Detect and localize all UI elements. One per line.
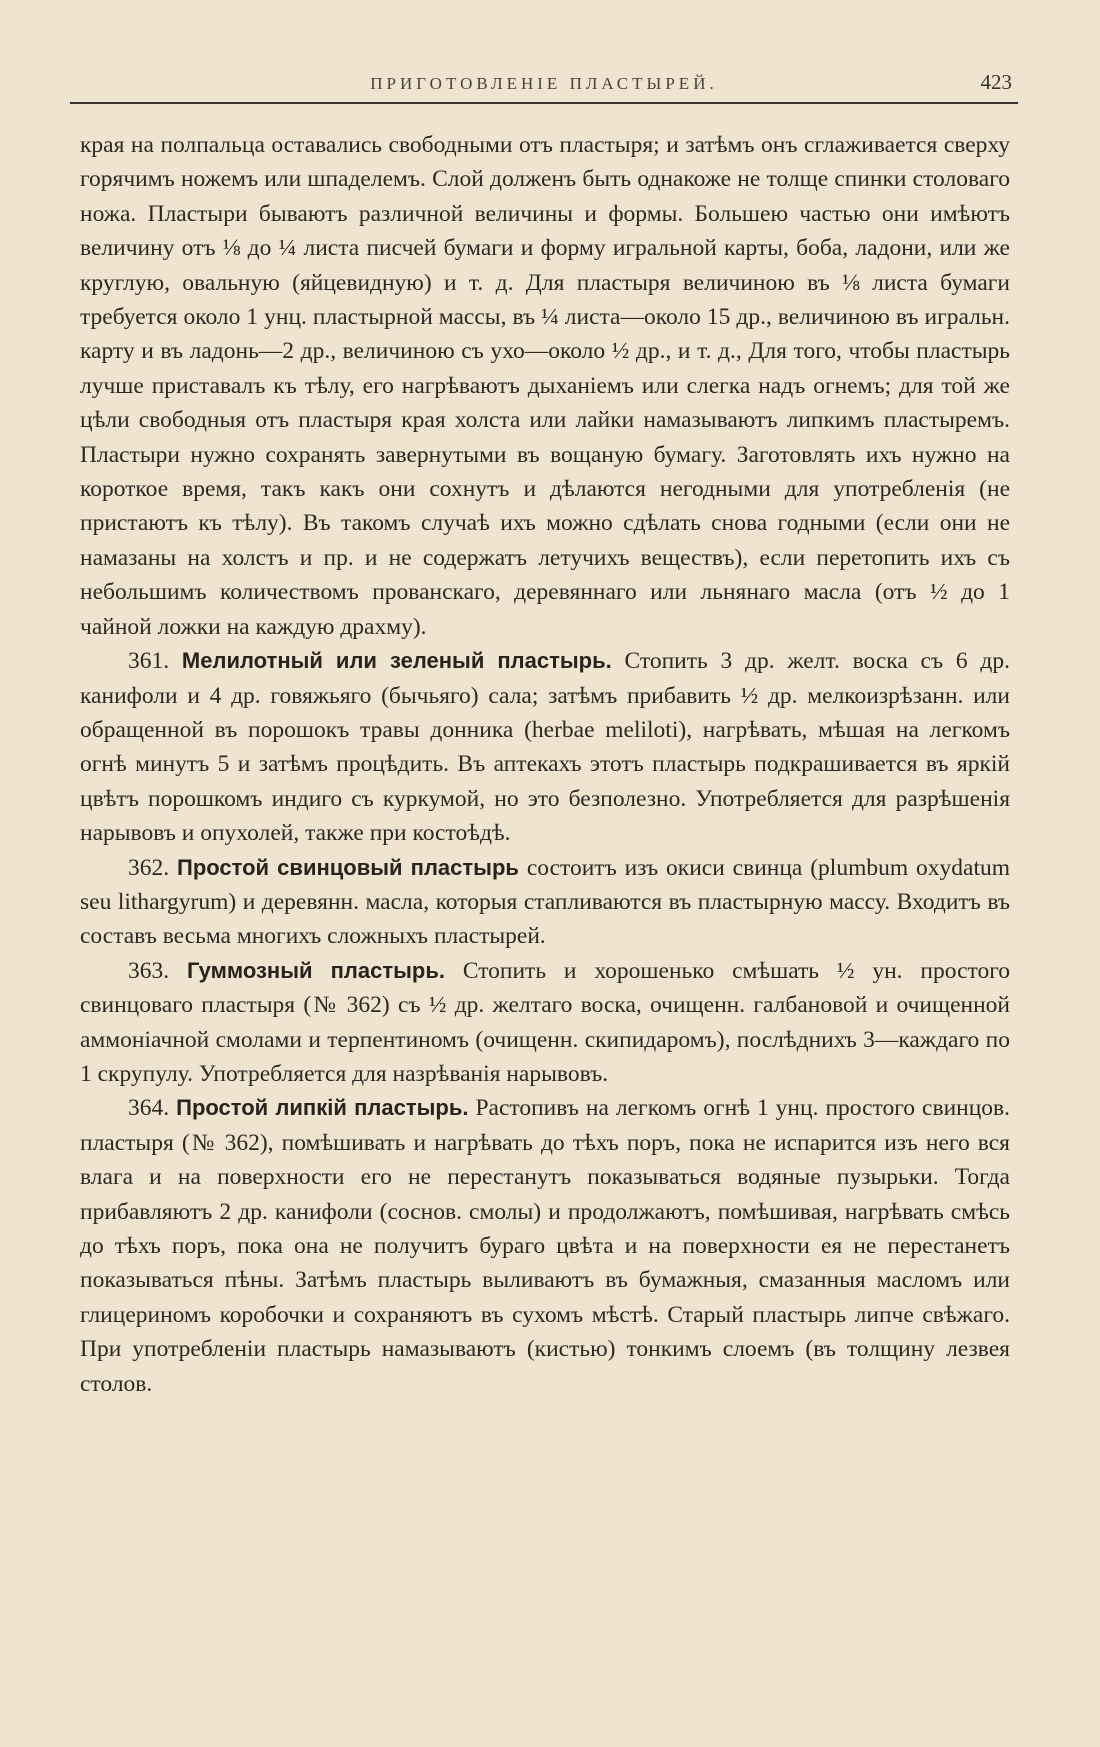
entry-363 bbox=[80, 954, 1010, 1092]
entry-number: 361. bbox=[128, 648, 170, 675]
entry-number: 363. bbox=[128, 957, 170, 984]
entry-362 bbox=[80, 851, 1010, 954]
entry-title: Простой свинцовый пластырь bbox=[177, 854, 519, 880]
entry-text: Стопить и хорошенько смѣшать ½ ун. простого свинцоваго пластыря (№ 362) съ ½ др. желтаго воска, очищенн. галбановой и очищенной аммоніачной смолами и терпентиномъ (очищенн. скипидаромъ), послѣднихъ 3—каждаго по 1 скрупулу. Употребляется для назрѣванія нарывовъ. bbox=[80, 957, 1011, 1087]
body-text bbox=[80, 128, 1010, 1401]
entry-title: Мелилотный или зеленый пластырь. bbox=[181, 648, 612, 674]
running-title: ПРИГОТОВЛЕНІЕ ПЛАСТЫРЕЙ. bbox=[370, 74, 718, 93]
entry-number: 362. bbox=[128, 854, 170, 881]
entry-title: Гуммозный пластырь. bbox=[186, 957, 445, 983]
entry-text: состоитъ изъ окиси свинца (plumbum oxydatum seu lithargyrum) и деревянн. масла, которыя стапливаются въ пластырную массу. Входитъ въ составъ весьма многихъ сложныхъ пластырей. bbox=[80, 854, 1011, 950]
entry-number: 364. bbox=[128, 1095, 170, 1122]
page-header bbox=[70, 66, 1018, 104]
continuation-paragraph: края на полпальца оставались свободными отъ пластыря; и затѣмъ онъ сглаживается сверху горячимъ ножемъ или шпаделемъ. Слой долженъ быть однакоже не толще спинки столоваго ножа. Пластыри бываютъ различной величины и формы. Большею частью они имѣютъ величину отъ ⅛ до ¼ листа писчей бумаги и форму игральной карты, боба, ладони, или же круглую, овальную (яйцевидную) и т. д. Для пластыря величиною въ ⅛ листа бумаги требуется около 1 унц. пластырной массы, въ ¼ листа—около 15 др., величиною въ игральн. карту и въ ладонь—2 др., величиною съ ухо—около ½ др., и т. д., Для того, чтобы пластырь лучше приставалъ къ тѣлу, его нагрѣваютъ дыханіемъ или слегка надъ огнемъ; для той же цѣли свободныя отъ пластыря края холста или лайки намазываютъ липкимъ пластыремъ. Пластыри нужно сохранять завернутыми въ вощаную бумагу. Заготовлять ихъ нужно на короткое время, такъ какъ они сохнутъ и дѣлаются негодными для употребленія (не пристаютъ къ тѣлу). Въ такомъ случаѣ ихъ можно сдѣлать снова годными (если они не намазаны на холстъ и пр. и не содержатъ летучихъ веществъ), если перетопить ихъ съ небольшимъ количествомъ прованскаго, деревяннаго или льнянаго масла (отъ ½ до 1 чайной ложки на каждую драхму). bbox=[80, 132, 1010, 640]
entry-text: Стопить 3 др. желт. воска съ 6 др. канифоли и 4 др. говяжьяго (бычьяго) сала; затѣмъ прибавить ½ др. мелкоизрѣзанн. или обращенной въ порошокъ травы донника (herbae meliloti), нагрѣвать, мѣшая на легкомъ огнѣ минутъ 5 и затѣмъ процѣдить. Въ аптекахъ этотъ пластырь подкрашивается въ яркій цвѣтъ порошкомъ индиго съ куркумой, но это безполезно. Употребляется для разрѣшенія нарывовъ и опухолей, также при костоѣдѣ. bbox=[80, 648, 1011, 847]
entry-title: Простой липкій пластырь. bbox=[176, 1095, 469, 1121]
entry-364 bbox=[80, 1091, 1010, 1401]
page-number: 423 bbox=[980, 70, 1012, 94]
entry-361 bbox=[80, 644, 1010, 850]
entry-text: Растопивъ на легкомъ огнѣ 1 унц. простого свинцов. пластыря (№ 362), помѣшивать и нагрѣвать до тѣхъ поръ, пока не испарится изъ него вся влага и на поверхности его не перестанутъ показываться водяные пузырьки. Тогда прибавляютъ 2 др. канифоли (соснов. смолы) и продолжаютъ, помѣшивая, нагрѣвать смѣсь до тѣхъ поръ, пока она не получитъ бураго цвѣта и на поверхности ея не перестанетъ показываться пѣны. Затѣмъ пластырь выливаютъ въ бумажныя, смазанныя масломъ или глицериномъ коробочки и сохраняютъ въ сухомъ мѣстѣ. Старый пластырь липче свѣжаго. При употребленіи пластырь намазываютъ (кистью) тонкимъ слоемъ (въ толщину лезвея столов. bbox=[80, 1095, 1011, 1397]
